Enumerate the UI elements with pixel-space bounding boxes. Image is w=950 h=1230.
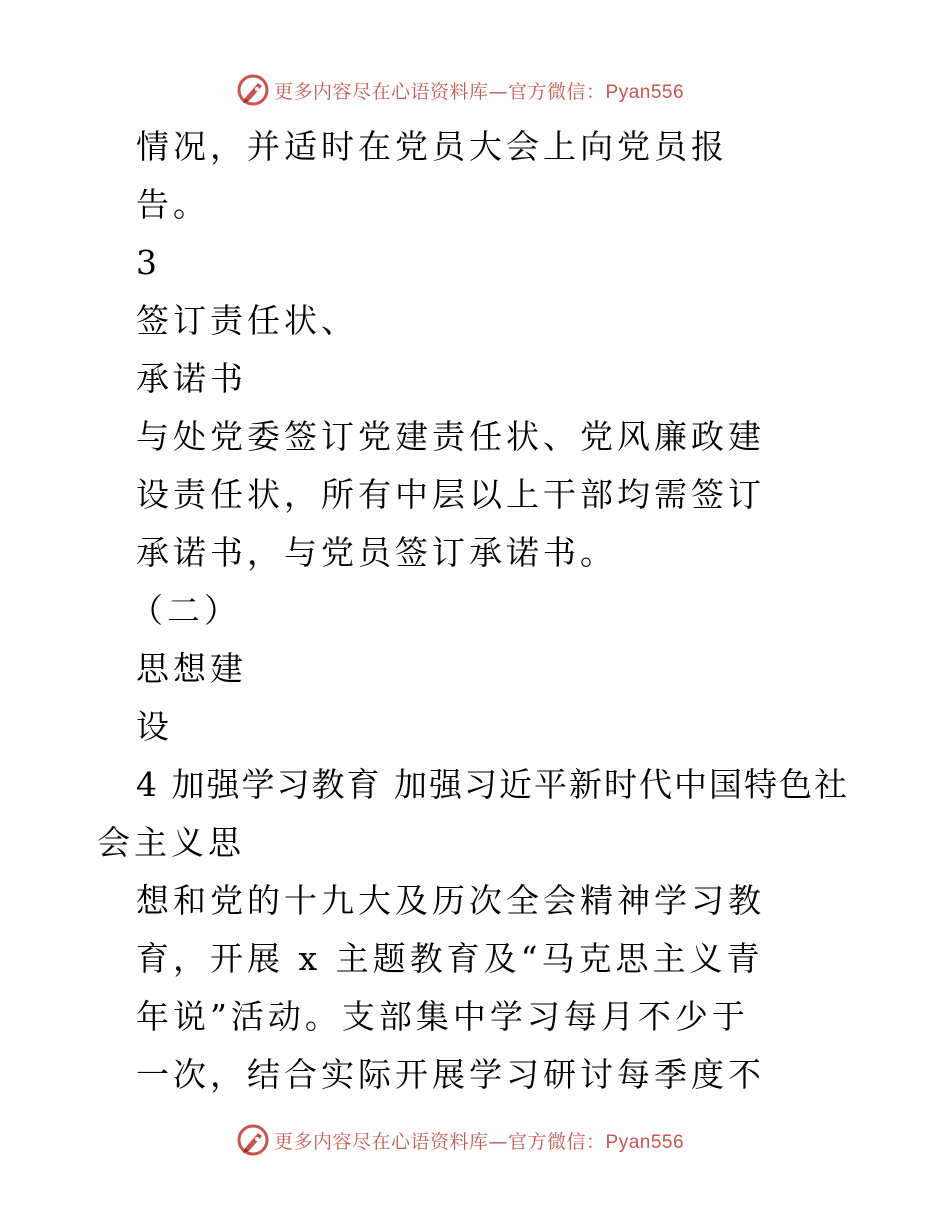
body-line-5: 承诺书 <box>136 359 247 398</box>
body-line-15: 育，开展 x 主题教育及“马克思主义青 <box>136 939 764 978</box>
pen-logo-icon <box>236 1123 270 1157</box>
header-watermark <box>236 72 684 108</box>
body-line-1: 情况，并适时在党员大会上向党员报 <box>136 127 728 166</box>
body-line-2: 告。 <box>136 185 210 224</box>
body-line-14: 想和党的十九大及历次全会精神学习教 <box>136 881 765 920</box>
pen-logo-icon <box>236 73 270 107</box>
watermark-separator: — <box>488 80 509 103</box>
body-line-4: 签订责任状、 <box>136 301 358 340</box>
body-line-3: 3 <box>136 243 161 282</box>
watermark-label: 官方微信： <box>508 80 606 103</box>
watermark-text <box>274 77 684 104</box>
watermark-slogan: 更多内容尽在心语资料库 <box>274 1130 489 1153</box>
body-line-10: 思想建 <box>136 649 247 688</box>
body-line-7: 设责任状，所有中层以上干部均需签订 <box>136 475 765 514</box>
watermark-id: Pyan556 <box>605 81 685 103</box>
body-line-11: 设 <box>136 707 173 746</box>
watermark-separator: — <box>488 1130 509 1153</box>
watermark-slogan: 更多内容尽在心语资料库 <box>274 80 489 103</box>
watermark-label: 官方微信： <box>508 1130 606 1153</box>
body-line-16: 年说”活动。支部集中学习每月不少于 <box>136 997 749 1036</box>
body-line-12: 4 加强学习教育 加强习近平新时代中国特色社 <box>136 765 849 804</box>
watermark-id: Pyan556 <box>605 1131 685 1153</box>
body-line-17: 一次，结合实际开展学习研讨每季度不 <box>136 1055 765 1094</box>
body-line-9: （二） <box>130 591 241 630</box>
body-line-13: 会主义思 <box>97 823 245 862</box>
footer-watermark <box>236 1122 684 1158</box>
body-line-8: 承诺书，与党员签订承诺书。 <box>136 533 617 572</box>
body-line-6: 与处党委签订党建责任状、党风廉政建 <box>136 417 765 456</box>
watermark-text <box>274 1127 684 1154</box>
